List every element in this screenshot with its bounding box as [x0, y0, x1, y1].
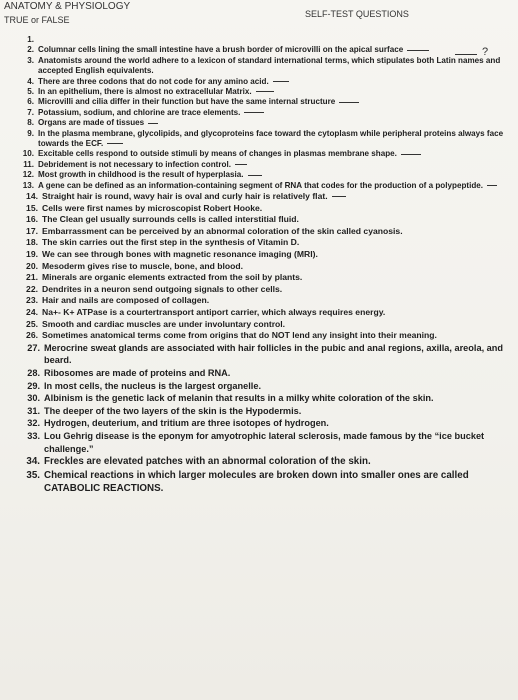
question-item — [20, 226, 510, 238]
question-statement: Organs are made of tissues — [38, 118, 145, 128]
course-title: ANATOMY & PHYSIOLOGY — [4, 1, 131, 12]
question-statement: Lou Gehrig disease is the eponym for amyotrophic lateral sclerosis, made famous by the “ice bucket challenge.” — [44, 430, 485, 454]
answer-blank[interactable] — [244, 112, 264, 113]
question-number: 11. — [23, 159, 34, 169]
question-item — [20, 455, 510, 468]
question-text — [38, 149, 510, 159]
question-text — [38, 129, 510, 150]
question-text — [42, 284, 510, 296]
question-item — [20, 87, 510, 97]
answer-blank[interactable] — [407, 50, 429, 51]
question-text — [38, 108, 510, 118]
question-statement: Na+- K+ ATPase is a courtertransport antiport carrier, which always requires energy. — [42, 307, 386, 318]
question-item — [20, 170, 510, 180]
question-number: 7. — [27, 107, 34, 117]
question-number: 1. — [27, 35, 34, 44]
question-statement: Excitable cells respond to outside stimuli by means of changes in plasmas membrane shape. — [38, 149, 397, 159]
question-statement: Straight hair is round, wavy hair is oval and curly hair is relatively flat. — [42, 191, 328, 202]
question-item — [20, 56, 510, 77]
question-text — [38, 181, 510, 191]
header-right-title: SELF-TEST QUESTIONS — [305, 9, 409, 19]
question-text — [44, 392, 510, 405]
answer-blank[interactable] — [148, 123, 158, 124]
question-text — [38, 97, 510, 107]
question-number: 2. — [27, 45, 34, 55]
question-number: 8. — [27, 118, 34, 128]
question-item — [20, 405, 510, 418]
question-text — [38, 35, 510, 45]
question-number: 9. — [27, 128, 34, 138]
question-number: 14. — [26, 191, 38, 202]
question-item — [20, 203, 510, 215]
question-statement: Minerals are organic elements extracted from the soil by plants. — [42, 272, 303, 283]
question-item — [20, 295, 510, 307]
question-text — [38, 56, 510, 77]
question-number: 12. — [22, 170, 34, 180]
question-statement: Freckles are elevated patches with an abnormal coloration of the skin. — [44, 456, 371, 468]
question-number: 35. — [26, 469, 40, 481]
question-text — [38, 170, 510, 180]
question-statement: Debridement is not necessary to infection control. — [38, 159, 231, 169]
question-statement: Most growth in childhood is the result of hyperplasia. — [38, 170, 244, 180]
question-number: 25. — [26, 318, 38, 329]
question-item — [20, 77, 510, 87]
question-item — [20, 272, 510, 284]
question-statement: Dendrites in a neuron send outgoing signals to other cells. — [42, 283, 283, 294]
question-item — [20, 237, 510, 249]
question-item — [20, 160, 510, 170]
question-number: 28. — [27, 368, 40, 378]
question-text — [42, 295, 510, 307]
question-statement: Merocrine sweat glands are associated with hair follicles in the pubic and anal regions, axilla, areola, and beard. — [44, 342, 504, 366]
question-item — [20, 108, 510, 118]
question-statement: Potassium, sodium, and chlorine are trace elements. — [38, 107, 241, 117]
question-number: 16. — [26, 214, 38, 225]
question-item — [20, 367, 510, 380]
question-number: 20. — [26, 260, 38, 271]
question-statement: In the plasma membrane, glycolipids, and glycoproteins face toward the cytoplasm while peripheral proteins always face towards the ECF. — [38, 128, 504, 149]
question-item — [20, 181, 510, 191]
question-statement: Columnar cells lining the small intestine have a brush border of microvilli on the apical surface — [38, 45, 404, 55]
question-item — [20, 45, 510, 55]
question-list — [20, 35, 510, 495]
question-text — [42, 226, 510, 238]
question-number: 6. — [27, 97, 34, 107]
question-statement: A gene can be defined as an information-containing segment of RNA that codes for the production of a polypeptide. — [38, 180, 484, 190]
question-number: 32. — [27, 418, 40, 429]
question-text — [42, 272, 510, 284]
question-number: 22. — [26, 283, 38, 294]
question-number: 5. — [27, 87, 34, 97]
question-number: 10. — [22, 149, 34, 159]
question-item — [20, 319, 510, 331]
question-item — [20, 430, 510, 455]
question-text — [44, 417, 510, 430]
question-text — [42, 237, 510, 249]
question-item — [20, 342, 510, 367]
question-number: 34. — [26, 456, 40, 468]
question-text — [44, 469, 510, 496]
question-item — [20, 214, 510, 226]
question-item — [20, 191, 510, 203]
question-item — [20, 380, 510, 393]
question-statement: The Clean gel usually surrounds cells is called interstitial fluid. — [42, 214, 299, 225]
question-number: 3. — [27, 55, 34, 65]
question-text — [38, 77, 510, 87]
question-item — [20, 129, 510, 150]
question-statement: Anatomists around the world adhere to a lexicon of standard international terms, which stipulates both Latin names and accepted English equivalents. — [38, 55, 501, 76]
answer-blank[interactable] — [401, 154, 421, 155]
question-item — [20, 261, 510, 273]
question-number: 19. — [26, 249, 38, 260]
answer-blank[interactable] — [273, 81, 289, 82]
question-item — [20, 249, 510, 261]
question-text — [38, 118, 510, 128]
answer-blank[interactable] — [487, 185, 497, 186]
answer-blank[interactable] — [248, 175, 262, 176]
question-text — [42, 261, 510, 273]
question-item — [20, 35, 510, 45]
question-statement: There are three codons that do not code for any amino acid. — [38, 76, 269, 86]
question-number: 33. — [27, 430, 40, 441]
question-text — [44, 342, 510, 367]
answer-blank[interactable] — [107, 143, 123, 144]
question-item — [20, 97, 510, 107]
question-text — [42, 319, 510, 331]
question-number: 24. — [26, 307, 38, 318]
question-number: 30. — [27, 393, 40, 404]
question-text — [38, 45, 510, 55]
handwritten-question-mark: ? — [482, 46, 489, 58]
answer-blank[interactable] — [332, 196, 346, 197]
section-subtitle: TRUE or FALSE — [4, 15, 70, 25]
question-text — [44, 430, 510, 455]
answer-blank[interactable] — [256, 91, 274, 92]
question-number: 13. — [22, 180, 34, 190]
question-text — [42, 203, 510, 215]
question-number: 27. — [27, 342, 40, 353]
question-number: 21. — [26, 272, 38, 283]
question-statement: Smooth and cardiac muscles are under involuntary control. — [42, 318, 286, 329]
question-statement: Albinism is the genetic lack of melanin that results in a milky white coloration of the skin. — [44, 393, 434, 404]
question-statement: Mesoderm gives rise to muscle, bone, and blood. — [42, 260, 244, 271]
question-item — [20, 118, 510, 128]
question-text — [38, 160, 510, 170]
question-item — [20, 149, 510, 159]
question-statement: Microvilli and cilia differ in their function but have the same internal structure — [38, 97, 336, 107]
question-statement: Hydrogen, deuterium, and tritium are three isotopes of hydrogen. — [44, 418, 329, 429]
question-statement: Hair and nails are composed of collagen. — [42, 295, 210, 306]
question-statement: The skin carries out the first step in the synthesis of Vitamin D. — [42, 237, 300, 248]
question-text — [44, 367, 510, 380]
answer-blank[interactable] — [235, 164, 247, 165]
question-item — [20, 417, 510, 430]
question-item — [20, 284, 510, 296]
question-statement: We can see through bones with magnetic resonance imaging (MRI). — [42, 249, 318, 260]
question-number: 4. — [27, 76, 34, 86]
question-text — [42, 191, 510, 203]
question-statement: Sometimes anatomical terms come from origins that do NOT lend any insight into their meaning. — [42, 330, 437, 341]
question-item — [20, 469, 510, 496]
question-number: 15. — [26, 202, 38, 213]
question-statement: Ribosomes are made of proteins and RNA. — [44, 368, 231, 378]
question-text — [44, 380, 510, 393]
question-text — [44, 405, 510, 418]
question-number: 18. — [26, 237, 38, 248]
answer-blank[interactable] — [339, 102, 359, 103]
question-text — [42, 249, 510, 261]
question-number: 26. — [26, 330, 38, 341]
question-text — [38, 87, 510, 97]
question-statement: The deeper of the two layers of the skin is the Hypodermis. — [44, 405, 302, 416]
question-text — [42, 307, 510, 319]
question-statement: Cells were first names by microscopist Robert Hooke. — [42, 202, 263, 213]
question-item — [20, 307, 510, 319]
question-statement: In an epithelium, there is almost no extracellular Matrix. — [38, 87, 252, 97]
question-number: 17. — [26, 225, 38, 236]
question-number: 23. — [26, 295, 38, 306]
question-statement: Chemical reactions in which larger molecules are broken down into smaller ones are called CATABOLIC REACTIONS. — [44, 469, 469, 494]
header-left — [4, 1, 130, 26]
question-statement: In most cells, the nucleus is the largest organelle. — [44, 380, 261, 391]
question-statement: Embarrassment can be perceived by an abnormal coloration of the skin called cyanosis. — [42, 225, 403, 236]
question-item — [20, 330, 510, 342]
question-text — [44, 455, 510, 468]
question-text — [42, 330, 510, 342]
question-text — [42, 214, 510, 226]
question-item — [20, 392, 510, 405]
question-number: 31. — [27, 405, 40, 416]
question-number: 29. — [27, 380, 40, 391]
